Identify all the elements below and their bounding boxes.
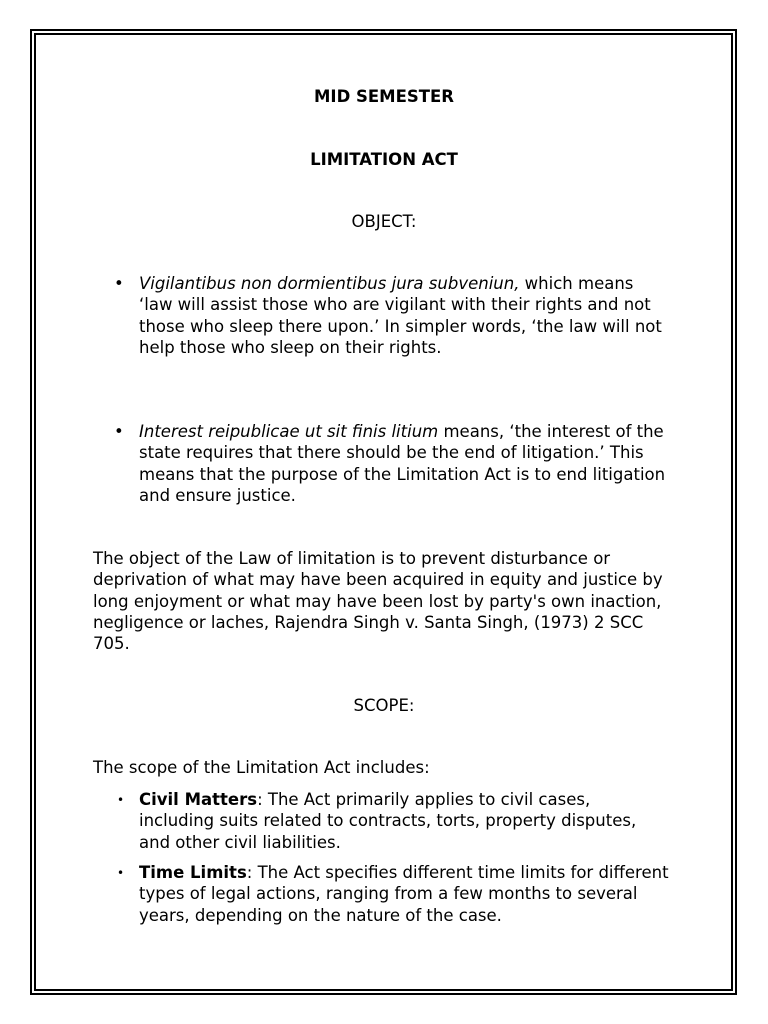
object-bullet-1 — [114, 273, 669, 358]
object-paragraph: The object of the Law of limitation is to prevent disturbance or deprivation of what may have been acquired in equity and justice by long enjoyment or what may have been lost by party's own inaction, negligence or laches, Rajendra Singh v. Santa Singh, (1973) 2 SCC 705. — [93, 549, 663, 654]
document-title: MID SEMESTER — [314, 87, 454, 106]
scope-term: Time Limits — [139, 863, 247, 882]
scope-bullet-2 — [117, 862, 669, 926]
bullet-icon: • — [117, 793, 125, 807]
bullet-icon: • — [114, 274, 124, 293]
scope-intro: The scope of the Limitation Act includes: — [93, 758, 430, 777]
bullet-icon: • — [114, 422, 124, 441]
document-subtitle: LIMITATION ACT — [310, 150, 458, 169]
bullet-text: which means ‘law will assist those who are vigilant with their rights and not those who sleep there upon.’ In simpler words, ‘the law will not help those who sleep on their rights. — [139, 274, 662, 357]
object-bullet-2 — [114, 421, 669, 506]
bullet-text: : The Act primarily applies to civil cases, including suits related to contracts, torts, property disputes, and other civil liabilities. — [139, 790, 637, 852]
bullet-text: : The Act specifies different time limits for different types of legal actions, ranging from a few months to several years, depending on the nature of the case. — [139, 863, 669, 925]
scope-bullet-1 — [117, 789, 669, 853]
bullet-text: means, ‘the interest of the state requires that there should be the end of litigation.’ This means that the purpose of the Limitation Act is to end litigation and ensure justice. — [139, 422, 666, 505]
scope-heading: SCOPE: — [353, 696, 415, 715]
scope-term: Civil Matters — [139, 790, 258, 809]
latin-maxim: Interest reipublicae ut sit finis litium — [139, 422, 439, 441]
object-heading: OBJECT: — [351, 212, 417, 231]
bullet-icon: • — [117, 866, 125, 880]
latin-maxim: Vigilantibus non dormientibus jura subveniun, — [139, 274, 520, 293]
